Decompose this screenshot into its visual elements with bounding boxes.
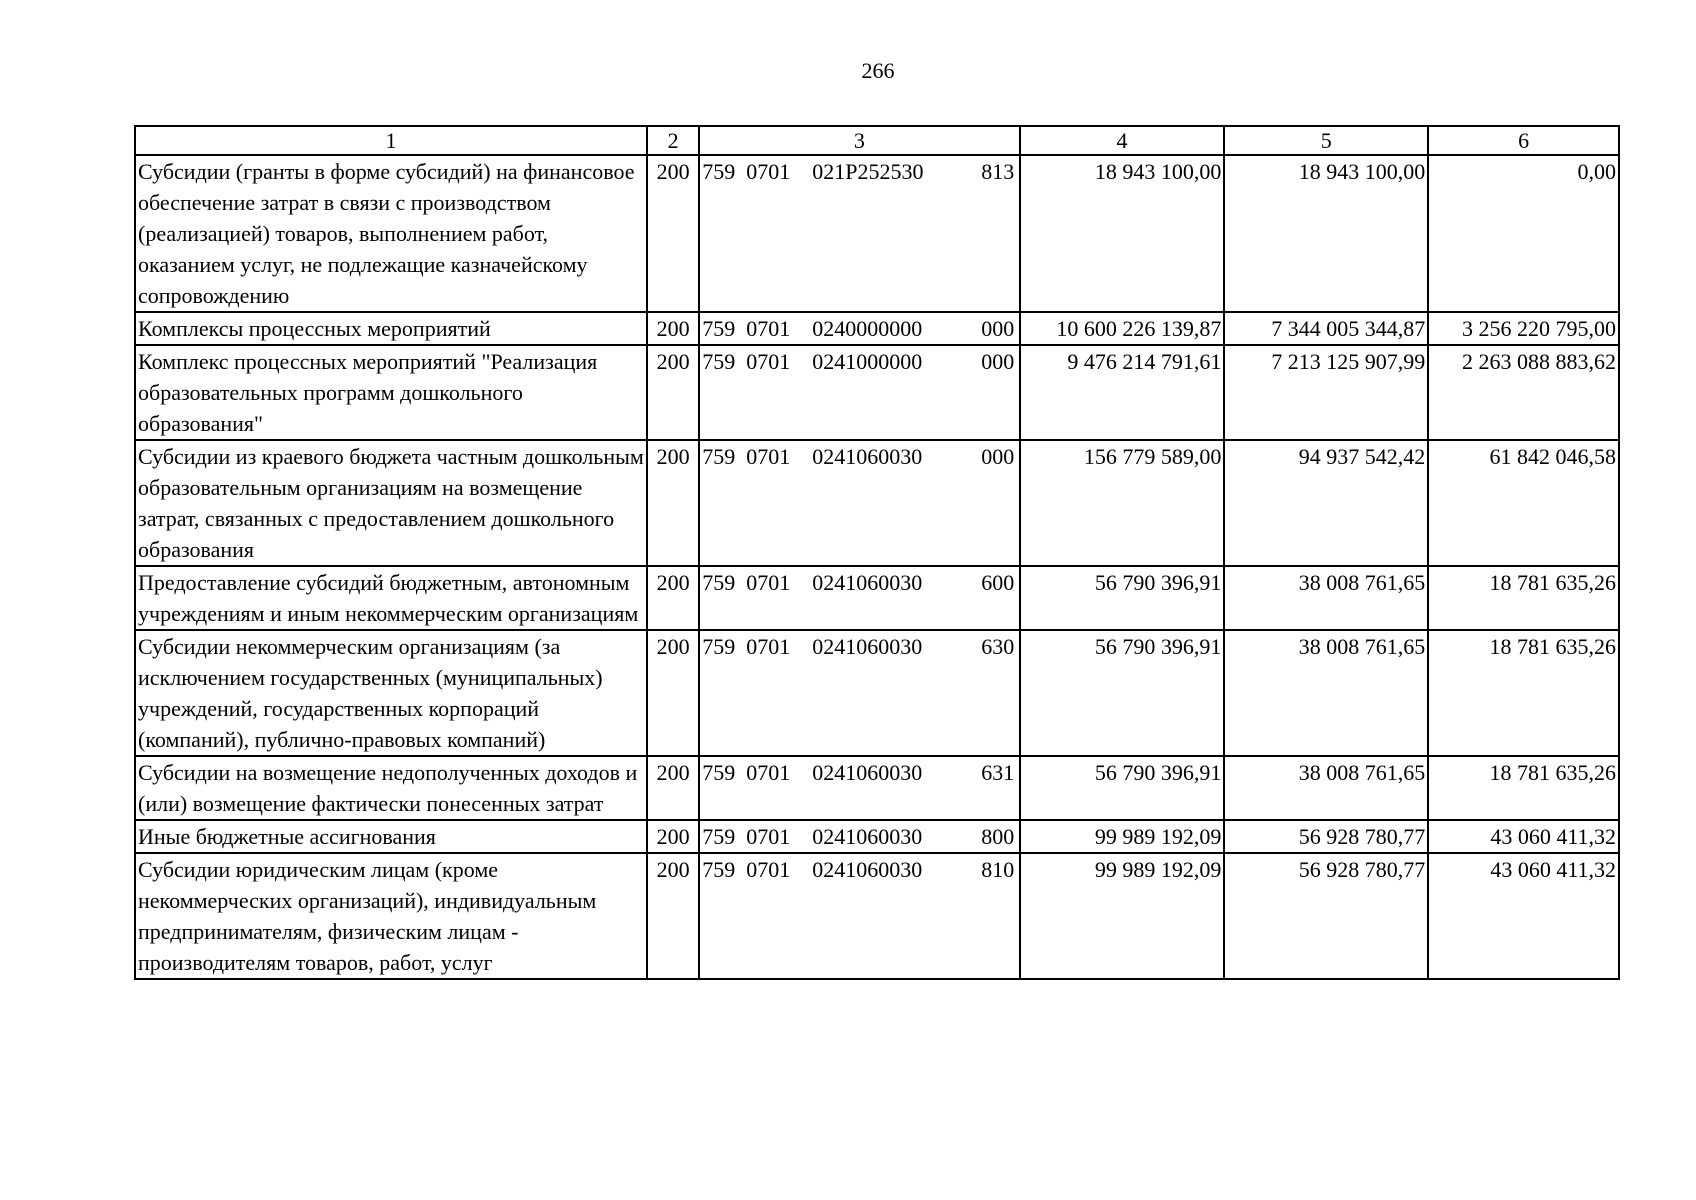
column-header-3: 3: [699, 126, 1019, 155]
table-header-row: [135, 126, 1619, 155]
row-name: Субсидии некоммерческим организациям (за исключением государственных (муниципальных) учреждений, государственных корпораций (компаний), публично-правовых компаний): [135, 630, 647, 756]
row-col4: 99 989 192,09: [1020, 853, 1225, 979]
row-col4: 99 989 192,09: [1020, 820, 1225, 853]
row-expense-type: 000: [981, 444, 1015, 469]
row-expense-type: 631: [981, 760, 1015, 785]
row-col5: 7 344 005 344,87: [1224, 312, 1428, 345]
row-col2: 200: [647, 756, 699, 820]
table-row: [135, 312, 1619, 345]
table-row: [135, 853, 1619, 979]
row-adm-code: 759: [702, 760, 736, 785]
table-row: [135, 440, 1619, 566]
row-expense-type: 600: [981, 570, 1015, 595]
column-header-2: 2: [647, 126, 699, 155]
row-col6: 18 781 635,26: [1428, 630, 1619, 756]
row-target-code: 0241060030: [812, 634, 923, 659]
row-col4: 9 476 214 791,61: [1020, 345, 1225, 440]
row-expense-type: 000: [981, 349, 1015, 374]
row-adm-code: 759: [702, 349, 736, 374]
row-col2: 200: [647, 312, 699, 345]
row-col5: 38 008 761,65: [1224, 566, 1428, 630]
page-number: 266: [861, 58, 895, 83]
row-name: Субсидии из краевого бюджета частным дошкольным образовательным организациям на возмещение затрат, связанных с предоставлением дошкольного образования: [135, 440, 647, 566]
row-code: [699, 312, 1019, 345]
row-adm-code: 759: [702, 824, 736, 849]
row-section-code: 0701: [746, 634, 791, 659]
row-col6: 18 781 635,26: [1428, 566, 1619, 630]
row-code: [699, 345, 1019, 440]
row-code: [699, 853, 1019, 979]
row-col2: 200: [647, 345, 699, 440]
table-row: [135, 630, 1619, 756]
row-section-code: 0701: [746, 159, 791, 184]
row-col6: 2 263 088 883,62: [1428, 345, 1619, 440]
row-col5: 38 008 761,65: [1224, 630, 1428, 756]
row-target-code: 0241060030: [812, 824, 923, 849]
row-col4: 10 600 226 139,87: [1020, 312, 1225, 345]
row-col2: 200: [647, 630, 699, 756]
table-row: [135, 155, 1619, 312]
row-adm-code: 759: [702, 570, 736, 595]
row-col6: 43 060 411,32: [1428, 820, 1619, 853]
row-section-code: 0701: [746, 760, 791, 785]
row-name: Комплекс процессных мероприятий "Реализация образовательных программ дошкольного образования": [135, 345, 647, 440]
row-adm-code: 759: [702, 316, 736, 341]
row-adm-code: 759: [702, 444, 736, 469]
row-col6: 3 256 220 795,00: [1428, 312, 1619, 345]
row-name: Субсидии юридическим лицам (кроме некоммерческих организаций), индивидуальным предпринимателям, физическим лицам - производителям товаров, работ, услуг: [135, 853, 647, 979]
row-target-code: 0240000000: [812, 316, 923, 341]
column-header-1: 1: [135, 126, 647, 155]
row-col5: 94 937 542,42: [1224, 440, 1428, 566]
row-col4: 18 943 100,00: [1020, 155, 1225, 312]
row-expense-type: 800: [981, 824, 1015, 849]
table-row: [135, 566, 1619, 630]
row-col5: 38 008 761,65: [1224, 756, 1428, 820]
column-header-6: 6: [1428, 126, 1619, 155]
row-adm-code: 759: [702, 634, 736, 659]
row-target-code: 0241060030: [812, 444, 923, 469]
column-header-5: 5: [1224, 126, 1428, 155]
row-col5: 18 943 100,00: [1224, 155, 1428, 312]
row-adm-code: 759: [702, 857, 736, 882]
table-row: [135, 345, 1619, 440]
row-col2: 200: [647, 440, 699, 566]
row-code: [699, 820, 1019, 853]
row-target-code: 0241060030: [812, 760, 923, 785]
row-target-code: 021Р252530: [812, 159, 924, 184]
row-name: Субсидии (гранты в форме субсидий) на финансовое обеспечение затрат в связи с производством (реализацией) товаров, выполнением работ, оказанием услуг, не подлежащие казначейскому сопровождению: [135, 155, 647, 312]
row-section-code: 0701: [746, 349, 791, 374]
column-header-4: 4: [1020, 126, 1225, 155]
row-name: Субсидии на возмещение недополученных доходов и (или) возмещение фактически понесенных затрат: [135, 756, 647, 820]
row-target-code: 0241060030: [812, 857, 923, 882]
row-code: [699, 630, 1019, 756]
row-expense-type: 000: [981, 316, 1015, 341]
table-row: [135, 756, 1619, 820]
row-col5: 7 213 125 907,99: [1224, 345, 1428, 440]
row-code: [699, 440, 1019, 566]
row-target-code: 0241000000: [812, 349, 923, 374]
row-col4: 56 790 396,91: [1020, 630, 1225, 756]
row-code: [699, 566, 1019, 630]
row-section-code: 0701: [746, 857, 791, 882]
row-name: Иные бюджетные ассигнования: [135, 820, 647, 853]
row-col4: 56 790 396,91: [1020, 756, 1225, 820]
row-col5: 56 928 780,77: [1224, 820, 1428, 853]
row-col6: 43 060 411,32: [1428, 853, 1619, 979]
row-target-code: 0241060030: [812, 570, 923, 595]
budget-table: [134, 125, 1620, 980]
row-code: [699, 155, 1019, 312]
row-col6: 61 842 046,58: [1428, 440, 1619, 566]
row-col4: 156 779 589,00: [1020, 440, 1225, 566]
row-col6: 0,00: [1428, 155, 1619, 312]
row-code: [699, 756, 1019, 820]
row-section-code: 0701: [746, 824, 791, 849]
table-row: [135, 820, 1619, 853]
row-section-code: 0701: [746, 570, 791, 595]
row-col2: 200: [647, 155, 699, 312]
row-col2: 200: [647, 820, 699, 853]
row-expense-type: 630: [981, 634, 1015, 659]
row-name: Предоставление субсидий бюджетным, автономным учреждениям и иным некоммерческим организациям: [135, 566, 647, 630]
row-expense-type: 810: [981, 857, 1015, 882]
row-section-code: 0701: [746, 444, 791, 469]
row-expense-type: 813: [981, 159, 1015, 184]
row-col2: 200: [647, 853, 699, 979]
row-col6: 18 781 635,26: [1428, 756, 1619, 820]
row-col5: 56 928 780,77: [1224, 853, 1428, 979]
row-col2: 200: [647, 566, 699, 630]
row-section-code: 0701: [746, 316, 791, 341]
row-name: Комплексы процессных мероприятий: [135, 312, 647, 345]
row-adm-code: 759: [702, 159, 736, 184]
row-col4: 56 790 396,91: [1020, 566, 1225, 630]
